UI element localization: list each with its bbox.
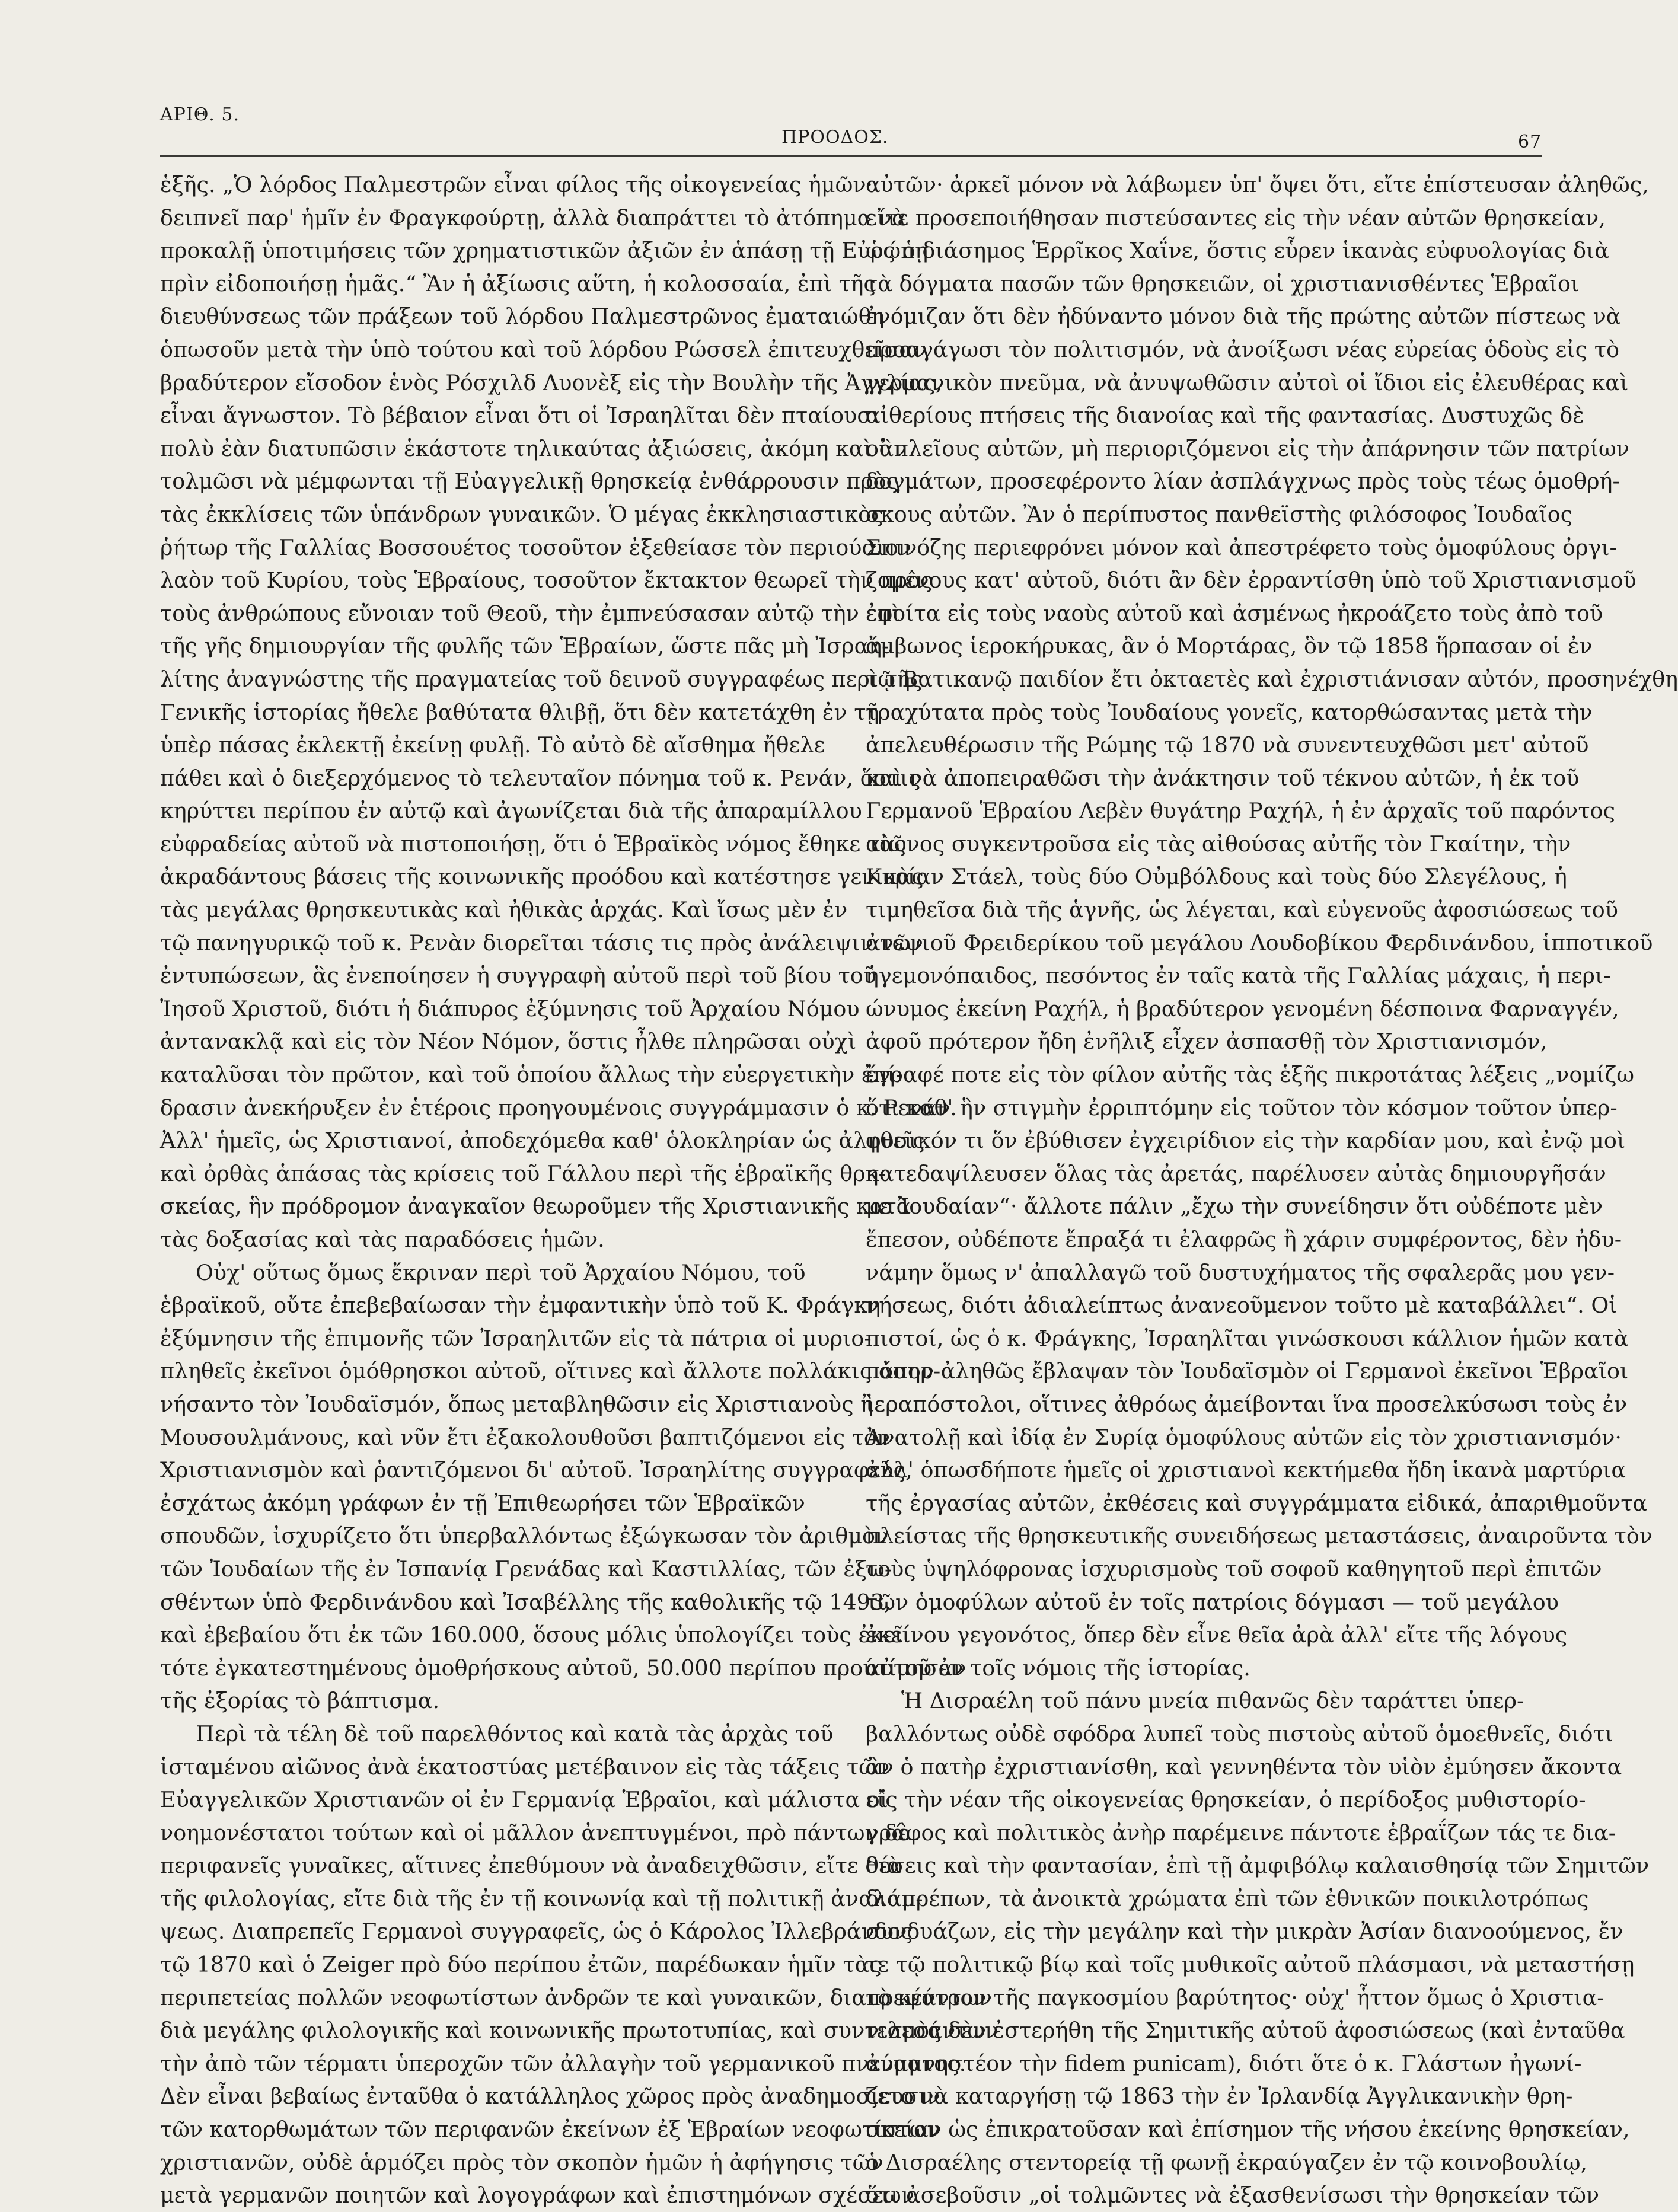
text-line: ὡς ὁ διάσημος Ἑρρῖκος Χαΐνε, ὅστις εὗρεν ἱκανὰς εὐφυολογίας διὰ: [866, 238, 1609, 264]
text-line: χριστιανῶν, οὐδὲ ἁρμόζει πρὸς τὸν σκοπὸν ἡμῶν ἡ ἀφήγησις τῶν: [160, 2149, 883, 2175]
text-line: δρασιν ἀνεκήρυξεν ἐν ἑτέροις προηγουμένοις συγγράμμασιν ὁ κ. Ρενάν.: [160, 1094, 957, 1121]
text-line: εἰς τὴν νέαν τῆς οἰκογενείας θρησκείαν, ὁ περίδοξος μυθιστορίο-: [866, 1787, 1586, 1813]
text-line: νισμὸς δὲν ἐστερήθη τῆς Σημιτικῆς αὐτοῦ ἀφοσιώσεως (καὶ ἐνταῦθα: [866, 2018, 1625, 2044]
text-line: ψεως. Διαπρεπεῖς Γερμανοὶ συγγραφεῖς, ὡς ὁ Κάρολος Ἰλλεβράνδος: [160, 1919, 913, 1945]
text-line: ἔγραφέ ποτε εἰς τὸν φίλον αὐτῆς τὰς ἑξῆς πικροτάτας λέξεις „νομίζω: [866, 1062, 1634, 1088]
text-line: διὰ μεγάλης φιλολογικῆς καὶ κοινωνικῆς πρωτοτυπίας, καὶ συντελεσάντων: [160, 2018, 998, 2044]
text-line: λαὸν τοῦ Κυρίου, τοὺς Ἑβραίους, τοσοῦτον ἔκτακτον θεωρεῖ τὴν πρὸς: [160, 567, 933, 593]
text-line: ἐκείνου γεγονότος, ὅπερ δὲν εἶνε θεῖα ἀρὰ ἀλλ' εἴτε τῆς λόγους: [866, 1622, 1568, 1648]
journal-title: ΠΡΟΟΔΟΣ.: [781, 127, 889, 148]
text-line: ἡγεμονόπαιδος, πεσόντος ἐν ταῖς κατὰ τῆς Γαλλίας μάχαις, ἡ περι-: [866, 963, 1611, 989]
text-line: ἄμβωνος ἱεροκήρυκας, ἂν ὁ Μορτάρας, ὃν τῷ 1858 ἥρπασαν οἱ ἐν: [866, 633, 1593, 659]
text-line: γερμανικὸν πνεῦμα, νὰ ἀνυψωθῶσιν αὐτοὶ οἱ ἴδιοι εἰς ἐλευθέρας καὶ: [866, 369, 1629, 395]
right-column: [866, 168, 1678, 2208]
text-line: σθέντων ὑπὸ Φερδινάνδου καὶ Ἰσαβέλλης τῆς καθολικῆς τῷ 1493,: [160, 1589, 891, 1615]
text-line: καὶ ὀρθὰς ἁπάσας τὰς κρίσεις τοῦ Γάλλου περὶ τῆς ἑβραϊκῆς θρη-: [160, 1160, 886, 1186]
left-column: [160, 168, 998, 2208]
text-line: διευθύνσεως τῶν πράξεων τοῦ λόρδου Παλμεστρῶνος ἐματαιώθη: [160, 304, 885, 330]
text-line: εἶναι ἄγνωστον. Τὸ βέβαιον εἶναι ὅτι οἱ Ἰσραηλῖται δὲν πταίουσι: [160, 403, 881, 429]
text-line: ἀναμνηστέον τὴν fidem punicam), διότι ὅτε ὁ κ. Γλάστων ἠγωνί-: [866, 2050, 1582, 2076]
text-line: θέσεις καὶ τὴν φαντασίαν, ἐπὶ τῇ ἀμφιβόλῳ καλαισθησίᾳ τῶν Σημιτῶν: [866, 1853, 1650, 1879]
text-line: ζετο νὰ καταργήσῃ τῷ 1863 τὴν ἐν Ἰρλανδίᾳ Ἀγγλικανικὴν θρη-: [866, 2083, 1573, 2109]
text-line: ἀπελευθέρωσιν τῆς Ρώμης τῷ 1870 νὰ συνεντευχθῶσι μετ' αὐτοῦ: [866, 732, 1589, 758]
text-line: αἰῶνος συγκεντροῦσα εἰς τὰς αἰθούσας αὐτῆς τὸν Γκαίτην, τὴν: [866, 831, 1571, 857]
text-line: διαπρέπων, τὰ ἀνοικτὰ χρώματα ἐπὶ τῶν ἐθνικῶν ποικιλοτρόπως: [866, 1885, 1589, 1911]
text-line: ὅτι ἀσεβοῦσιν „οἱ τολμῶντες νὰ ἐξασθενίσωσι τὴν θρησκείαν τῶν: [866, 2182, 1600, 2208]
text-line: οἱ πλεῖους αὐτῶν, μὴ περιοριζόμενοι εἰς τὴν ἀπάρνησιν τῶν πατρίων: [866, 435, 1629, 461]
text-line: Χριστιανισμὸν καὶ ῥαντιζόμενοι δι' αὐτοῦ. Ἰσραηλίτης συγγραφεύς,: [160, 1457, 913, 1483]
text-line: Κυρίαν Στάελ, τοὺς δύο Οὐμβόλδους καὶ τοὺς δύο Σλεγέλους, ἡ: [866, 864, 1567, 890]
text-line: σπουδῶν, ἰσχυρίζετο ὅτι ὑπερβαλλόντως ἐξώγκωσαν τὸν ἀριθμὸν: [160, 1523, 889, 1549]
text-line: ἐφοίτα εἰς τοὺς ναοὺς αὐτοῦ καὶ ἀσμένως ἠκροάζετο τοὺς ἀπὸ τοῦ: [866, 600, 1603, 626]
text-line: κατεδαψίλευσεν ὅλας τὰς ἀρετάς, παρέλυσεν αὐτὰς δημιουργῆσάν: [866, 1160, 1606, 1186]
text-line: Ἀλλ' ἡμεῖς, ὡς Χριστιανοί, ἀποδεχόμεθα καθ' ὁλοκληρίαν ὡς ἀληθεῖς: [160, 1128, 925, 1154]
text-line: ἐξύμνησιν τῆς ἐπιμονῆς τῶν Ἰσραηλιτῶν εἰς τὰ πάτρια οἱ μυριο-: [160, 1325, 872, 1351]
text-line: ἀκραδάντους βάσεις τῆς κοινωνικῆς προόδου καὶ κατέστησε γενικὰς: [160, 864, 924, 890]
text-line: γράφος καὶ πολιτικὸς ἀνὴρ παρέμεινε πάντοτε ἑβραΐζων τάς τε δια-: [866, 1820, 1616, 1846]
text-line: προκαλῇ ὑποτιμήσεις τῶν χρηματιστικῶν ἀξιῶν ἐν ἁπάσῃ τῇ Εὐρώπῃ: [160, 238, 929, 264]
text-line: καὶ ἐβεβαίου ὅτι ἐκ τῶν 160.000, ὅσους μόλις ὑπολογίζει τοὺς ἐκεῖ: [160, 1622, 904, 1648]
text-line: Γερμανοῦ Ἑβραίου Λεβὲν θυγάτηρ Ραχήλ, ἡ ἐν ἀρχαῖς τοῦ παρόντος: [866, 798, 1615, 824]
text-line: πολὺ ἐὰν διατυπῶσιν ἑκάστοτε τηλικαύτας ἀξιώσεις, ἀκόμη καὶ ἂν: [160, 435, 907, 461]
text-line: φυσικόν τι ὅν ἐβύθισεν ἐγχειρίδιον εἰς τὴν καρδίαν μου, καὶ ἐνῷ μοὶ: [866, 1128, 1626, 1154]
text-line: συνδυάζων, εἰς τὴν μεγάλην καὶ τὴν μικρὰν Ἀσίαν διανοούμενος, ἔν: [866, 1919, 1623, 1945]
text-line: τὰ δόγματα πασῶν τῶν θρησκειῶν, οἱ χριστιανισθέντες Ἑβραῖοι: [866, 270, 1580, 296]
text-line: δειπνεῖ παρ' ἡμῖν ἐν Φραγκφούρτῃ, ἀλλὰ διαπράττει τὸ ἀτόπημα νὰ: [160, 205, 907, 231]
text-line: τῆς ἐξορίας τὸ βάπτισμα.: [160, 1688, 440, 1714]
header-rule: [160, 155, 1542, 157]
text-line: καταλῦσαι τὸν πρῶτον, καὶ τοῦ ὁποίου ἄλλως τὴν εὐεργετικὴν ἐπί-: [160, 1062, 904, 1088]
text-line: Οὐχ' οὕτως ὅμως ἔκριναν περὶ τοῦ Ἀρχαίου Νόμου, τοῦ: [196, 1259, 806, 1285]
text-line: Ἀνατολῇ καὶ ἰδίᾳ ἐν Συρίᾳ ὁμοφύλους αὐτῶν εἰς τὸν χριστιανισμόν·: [866, 1424, 1622, 1450]
text-line: πληθεῖς ἐκεῖνοι ὁμόθρησκοι αὐτοῦ, οἵτινες καὶ ἄλλοτε πολλάκις ἀπηρ-: [160, 1358, 941, 1384]
text-line: αὐτοῦ ἐν τοῖς νόμοις τῆς ἱστορίας.: [866, 1655, 1250, 1681]
text-line: με Ἰουδαίαν“· ἄλλοτε πάλιν „ἔχω τὴν συνείδησιν ὅτι οὐδέποτε μὲν: [866, 1193, 1603, 1220]
text-line: τῶν Ἰουδαίων τῆς ἐν Ἱσπανίᾳ Γρενάδας καὶ Καστιλλίας, τῶν ἐξω-: [160, 1556, 892, 1582]
text-line: σκους αὐτῶν. Ἂν ὁ περίπυστος πανθεϊστὴς φιλόσοφος Ἰουδαῖος: [866, 501, 1573, 527]
text-line: ἑξῆς. „Ὁ λόρδος Παλμεστρῶν εἶναι φίλος τῆς οἰκογενείας ἡμῶν·: [160, 172, 873, 197]
text-line: ἀνεψιοῦ Φρειδερίκου τοῦ μεγάλου Λουδοβίκου Φερδινάνδου, ἱπποτικοῦ: [866, 930, 1653, 956]
page-number: 67: [1518, 132, 1542, 152]
text-line: τοὺς ἀνθρώπους εὔνοιαν τοῦ Θεοῦ, τὴν ἐμπνεύσασαν αὐτῷ τὴν ἐπὶ: [160, 600, 901, 626]
text-line: ῥήτωρ τῆς Γαλλίας Βοσσουέτος τοσοῦτον ἐξεθείασε τὸν περιούσιον: [160, 534, 911, 560]
text-line: εἴτε προσεποιήθησαν πιστεύσαντες εἰς τὴν νέαν αὐτῶν θρησκείαν,: [866, 205, 1606, 231]
text-line: ἔπεσον, οὐδέποτε ἔπραξά τι ἐλαφρῶς ἢ χάριν συμφέροντος, δὲν ἠδυ-: [866, 1227, 1622, 1252]
text-line: Σπινόζης περιεφρόνει μόνον καὶ ἀπεστρέφετο τοὺς ὁμοφύλους ὀργι-: [866, 534, 1617, 560]
text-line: σκείας, ἣν πρόδρομον ἀναγκαῖον θεωροῦμεν τῆς Χριστιανικῆς κατὰ: [160, 1193, 911, 1220]
text-line: προαγάγωσι τὸν πολιτισμόν, νὰ ἀνοίξωσι νέας εὐρείας ὁδοὺς εἰς τὸ: [866, 336, 1619, 362]
text-line: Δὲν εἶναι βεβαίως ἐνταῦθα ὁ κατάλληλος χῶρος πρὸς ἀναδημοσίευσιν: [160, 2083, 940, 2109]
text-line: καὶ νὰ ἀποπειραθῶσι τὴν ἀνάκτησιν τοῦ τέκνου αὐτῶν, ἡ ἐκ τοῦ: [866, 765, 1580, 791]
issue-number: ΑΡΙΘ. 5.: [160, 104, 240, 125]
text-line: τε τῷ πολιτικῷ βίῳ καὶ τοῖς μυθικοῖς αὐτοῦ πλάσμασι, νὰ μεταστήσῃ: [866, 1952, 1635, 1978]
text-line: τὰς δοξασίας καὶ τὰς παραδόσεις ἡμῶν.: [160, 1227, 605, 1252]
text-line: δογμάτων, προσεφέροντο λίαν ἀσπλάγχνως πρὸς τοὺς τέως ὁμοθρή-: [866, 468, 1620, 494]
text-line: λίτης ἀναγνώστης τῆς πραγματείας τοῦ δεινοῦ συγγραφέως περὶ τῆς: [160, 666, 923, 692]
text-line: αὐτῶν· ἀρκεῖ μόνον νὰ λάβωμεν ὑπ' ὄψει ὅτι, εἴτε ἐπίστευσαν ἀληθῶς,: [866, 172, 1649, 197]
text-line: ώνυμος ἐκείνη Ραχήλ, ἡ βραδύτερον γενομένη δέσποινα Φαρναγγέν,: [866, 995, 1619, 1022]
text-line: τολμῶσι νὰ μέμφωνται τῇ Εὐαγγελικῇ θρησκείᾳ ἐνθάρρουσιν πρὸς: [160, 468, 898, 494]
text-line: ἀφοῦ πρότερον ἤδη ἐνῆλιξ εἶχεν ἀσπασθῇ τὸν Χριστιανισμόν,: [866, 1029, 1548, 1055]
text-line: τῆς φιλολογίας, εἴτε διὰ τῆς ἐν τῇ κοινωνίᾳ καὶ τῇ πολιτικῇ ἀναλάμ-: [160, 1885, 923, 1911]
text-line: εὐφραδείας αὐτοῦ νὰ πιστοποιήσῃ, ὅτι ὁ Ἑβραϊκὸς νόμος ἔθηκε τὰς: [160, 831, 907, 857]
text-line: Περὶ τὰ τέλη δὲ τοῦ παρελθόντος καὶ κατὰ τὰς ἀρχὰς τοῦ: [196, 1721, 834, 1747]
text-line: τῷ Βατικανῷ παιδίον ἔτι ὀκταετὲς καὶ ἐχριστιάνισαν αὐτόν, προσηνέχθη: [866, 666, 1678, 692]
text-line: τὸ κέντρον τῆς παγκοσμίου βαρύτητος· οὐχ' ἧττον ὅμως ὁ Χριστια-: [866, 1984, 1604, 2010]
text-line: ὑπὲρ πάσας ἐκλεκτῇ ἐκείνῃ φυλῇ. Τὸ αὐτὸ δὲ αἴσθημα ἤθελε: [160, 732, 825, 758]
text-line: Εὐαγγελικῶν Χριστιανῶν οἱ ἐν Γερμανίᾳ Ἑβραῖοι, καὶ μάλιστα οἱ: [160, 1787, 889, 1813]
text-line: πρὶν εἰδοποιήσῃ ἡμᾶς.“ Ἂν ἡ ἀξίωσις αὕτη, ἡ κολοσσαία, ἐπὶ τῆς: [160, 270, 876, 296]
text-line: ὅτι καθ' ἣν στιγμὴν ἐρριπτόμην εἰς τοῦτον τὸν κόσμον τοῦτον ὑπερ-: [866, 1094, 1618, 1121]
text-line: τιμηθεῖσα διὰ τῆς ἁγνῆς, ὡς λέγεται, καὶ εὐγενοῦς ἀφοσιώσεως τοῦ: [866, 897, 1618, 923]
text-line: Ἡ Δισραέλη τοῦ πάνυ μνεία πιθανῶς δὲν ταράττει ὑπερ-: [901, 1688, 1524, 1714]
text-line: τῶν ὁμοφύλων αὐτοῦ ἐν τοῖς πατρίοις δόγμασι — τοῦ μεγάλου: [866, 1589, 1559, 1615]
text-line: ὁ Δισραέλης στεντορείᾳ τῇ φωνῇ ἐκραύγαζεν ἐν τῷ κοινοβουλίῳ,: [866, 2149, 1588, 2175]
text-line: τῷ 1870 καὶ ὁ Zeiger πρὸ δύο περίπου ἐτῶν, παρέδωκαν ἡμῖν τὰς: [160, 1952, 882, 1978]
text-line: ἐσχάτως ἀκόμη γράφων ἐν τῇ Ἐπιθεωρήσει τῶν Ἑβραϊκῶν: [160, 1490, 805, 1516]
text-line: νήσεως, διότι ἀδιαλείπτως ἀνανεοῦμενον τοῦτο μὲ καταβάλλει“. Οἱ: [866, 1292, 1618, 1319]
text-line: αἰθερίους πτήσεις τῆς διανοίας καὶ τῆς φαντασίας. Δυστυχῶς δὲ: [866, 403, 1584, 429]
text-line: Μουσουλμάνους, καὶ νῦν ἔτι ἐξακολουθοῦσι βαπτιζόμενοι εἰς τὸν: [160, 1424, 891, 1450]
text-line: τῶν κατορθωμάτων τῶν περιφανῶν ἐκείνων ἐξ Ἑβραίων νεοφωτίστων: [160, 2117, 940, 2143]
text-line: μετὰ γερμανῶν ποιητῶν καὶ λογογράφων καὶ ἐπιστημόνων σχέσεων: [160, 2182, 914, 2208]
text-line: πόσον ἀληθῶς ἔβλαψαν τὸν Ἰουδαϊσμὸν οἱ Γερμανοὶ ἐκεῖνοι Ἑβραῖοι: [866, 1358, 1629, 1384]
text-line: κηρύττει περίπου ἐν αὐτῷ καὶ ἀγωνίζεται διὰ τῆς ἀπαραμίλλου: [160, 798, 862, 824]
text-line: τότε ἐγκατεστημένους ὁμοθρήσκους αὐτοῦ, 50.000 περίπου προύτίμησαν: [160, 1655, 966, 1681]
text-line: σκείαν ὡς ἐπικρατοῦσαν καὶ ἐπίσημον τῆς νήσου ἐκείνης θρησκείαν,: [866, 2117, 1630, 2143]
text-line: ἂν ὁ πατὴρ ἐχριστιανίσθη, καὶ γεννηθέντα τὸν υἱὸν ἐμύησεν ἄκοντα: [866, 1754, 1622, 1780]
text-line: τὰς ἐκκλίσεις τῶν ὑπάνδρων γυναικῶν. Ὁ μέγας ἐκκλησιαστικὸς: [160, 501, 883, 527]
text-line: ἱεραπόστολοι, οἵτινες ἀθρόως ἀμείβονται ἵνα προσελκύσωσι τοὺς ἐν: [866, 1391, 1628, 1417]
text-line: τραχύτατα πρὸς τοὺς Ἰουδαίους γονεῖς, κατορθώσαντας μετὰ τὴν: [866, 699, 1593, 725]
text-line: πλείστας τῆς θρησκευτικῆς συνειδήσεως μεταστάσεις, ἀναιροῦντα τὸν: [866, 1523, 1653, 1549]
text-line: ἐντυπώσεων, ἃς ἐνεποίησεν ἡ συγγραφὴ αὐτοῦ περὶ τοῦ βίου τοῦ: [160, 963, 876, 989]
text-line: νοημονέστατοι τούτων καὶ οἱ μᾶλλον ἀνεπτυγμένοι, πρὸ πάντων δὲ: [160, 1820, 910, 1846]
text-line: βραδύτερον εἴσοδον ἑνὸς Ρόσχιλδ Λυονὲξ εἰς τὴν Βουλὴν τῆς Ἀγγλίας,: [160, 369, 943, 395]
text-line: περιπετείας πολλῶν νεοφωτίστων ἀνδρῶν τε καὶ γυναικῶν, διαπρεψάντων: [160, 1984, 992, 2010]
text-line: περιφανεῖς γυναῖκες, αἵτινες ἐπεθύμουν νὰ ἀναδειχθῶσιν, εἴτε διὰ: [160, 1853, 902, 1879]
text-line: Γενικῆς ἱστορίας ἤθελε βαθύτατα θλιβῇ, ὅτι δὲν κατετάχθη ἐν τῇ: [160, 699, 879, 725]
text-line: ἀλλ' ὁπωσδήποτε ἡμεῖς οἱ χριστιανοὶ κεκτήμεθα ἤδη ἱκανὰ μαρτύρια: [866, 1457, 1626, 1483]
text-line: ζομένους κατ' αὐτοῦ, διότι ἂν δὲν ἐρραντίσθη ὑπὸ τοῦ Χριστιανισμοῦ: [866, 567, 1636, 593]
text-line: ἱσταμένου αἰῶνος ἀνὰ ἑκατοστύας μετέβαινον εἰς τὰς τάξεις τῶν: [160, 1754, 890, 1780]
text-line: Ἰησοῦ Χριστοῦ, διότι ἡ διάπυρος ἐξύμνησις τοῦ Ἀρχαίου Νόμου: [160, 995, 860, 1022]
text-line: τὴν ἀπὸ τῶν τέρματι ὑπεροχῶν τῶν ἀλλαγὴν τοῦ γερμανικοῦ πνεύματος.: [160, 2050, 966, 2076]
text-line: τῆς ἐργασίας αὐτῶν, ἐκθέσεις καὶ συγγράμματα εἰδικά, ἀπαριθμοῦντα: [866, 1490, 1648, 1516]
text-line: ἐνόμιζαν ὅτι δὲν ἠδύναντο μόνον διὰ τῆς πρώτης αὐτῶν πίστεως νὰ: [866, 304, 1621, 330]
text-line: τῆς γῆς δημιουργίαν τῆς φυλῆς τῶν Ἑβραίων, ὥστε πᾶς μὴ Ἰσραη-: [160, 633, 889, 659]
text-line: ἀντανακλᾷ καὶ εἰς τὸν Νέον Νόμον, ὅστις ἦλθε πληρῶσαι οὐχὶ: [160, 1029, 857, 1055]
text-line: ὁπωσοῦν μετὰ τὴν ὑπὸ τούτου καὶ τοῦ λόρδου Ρώσσελ ἐπιτευχθεῖσαν: [160, 336, 927, 362]
text-line: νάμην ὅμως ν' ἀπαλλαγῶ τοῦ δυστυχήματος τῆς σφαλερᾶς μου γεν-: [866, 1259, 1615, 1285]
text-line: πιστοί, ὡς ὁ κ. Φράγκης, Ἰσραηλῖται γινώσκουσι κάλλιον ἡμῶν κατὰ: [866, 1325, 1629, 1351]
text-line: τῷ πανηγυρικῷ τοῦ κ. Ρενὰν διορεῖται τάσις τις πρὸς ἀνάλειψιν τῶν: [160, 930, 923, 956]
text-line: τοὺς ὑψηλόφρονας ἰσχυρισμοὺς τοῦ σοφοῦ καθηγητοῦ περὶ ἐπιτῶν: [866, 1556, 1602, 1582]
text-line: πάθει καὶ ὁ διεξερχόμενος τὸ τελευταῖον πόνημα τοῦ κ. Ρενάν, ὅστις: [160, 765, 921, 791]
text-line: βαλλόντως οὐδὲ σφόδρα λυπεῖ τοὺς πιστοὺς αὐτοῦ ὁμοεθνεῖς, διότι: [866, 1721, 1613, 1747]
text-line: νήσαντο τὸν Ἰουδαϊσμόν, ὅπως μεταβληθῶσιν εἰς Χριστιανοὺς ἢ: [160, 1391, 874, 1417]
text-line: ἑβραϊκοῦ, οὔτε ἐπεβεβαίωσαν τὴν ἐμφαντικὴν ὑπὸ τοῦ Κ. Φράγκη: [160, 1292, 881, 1319]
text-line: τὰς μεγάλας θρησκευτικὰς καὶ ἠθικὰς ἀρχάς. Καὶ ἴσως μὲν ἐν: [160, 897, 848, 923]
